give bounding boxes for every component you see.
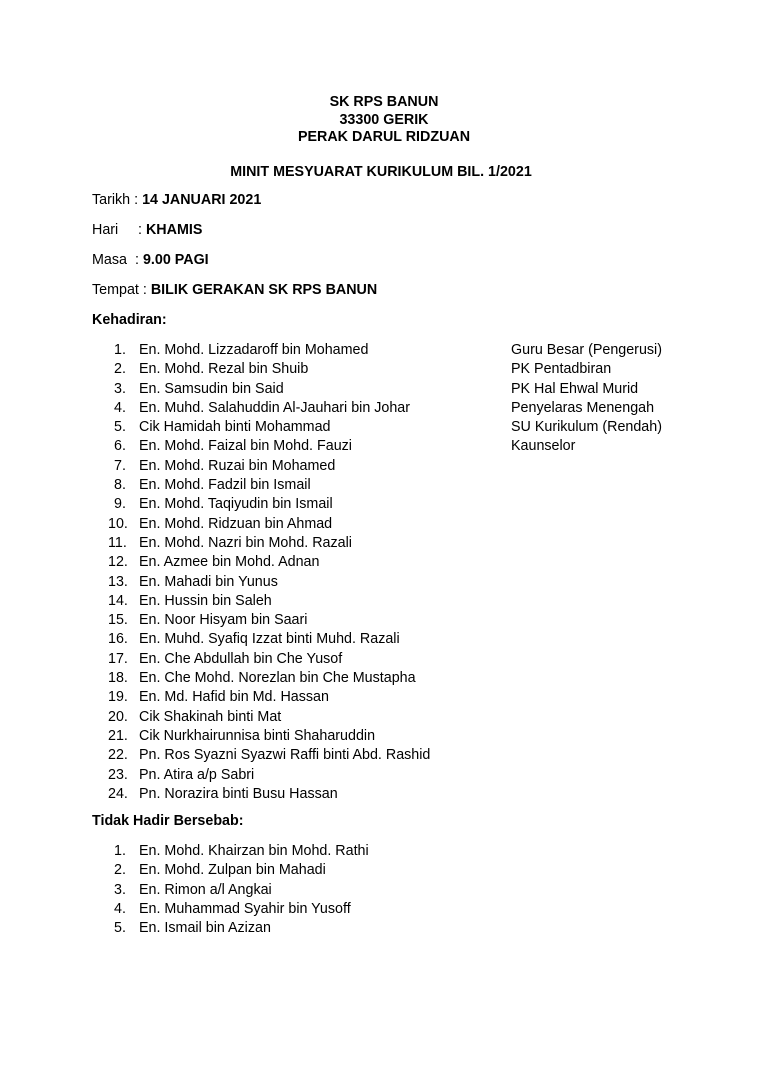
- item-number: 6.: [114, 438, 126, 455]
- item-number: 12.: [108, 554, 128, 571]
- list-item: [0, 457, 768, 476]
- item-number: 17.: [108, 650, 128, 667]
- item-number: 3.: [114, 881, 126, 898]
- attendee-name: En. Noor Hisyam bin Saari: [139, 612, 308, 629]
- list-item: [0, 650, 768, 669]
- attendee-name: En. Mohd. Faizal bin Mohd. Fauzi: [139, 438, 352, 455]
- list-item: [0, 630, 768, 649]
- list-item: [0, 437, 768, 456]
- list-item: [0, 919, 768, 938]
- hari-sep: :: [138, 222, 142, 238]
- attendee-role: SU Kurikulum (Rendah): [511, 419, 662, 436]
- item-number: 2.: [114, 361, 126, 378]
- item-number: 11.: [108, 534, 127, 551]
- absent-list: [0, 842, 768, 938]
- item-number: 5.: [114, 419, 126, 436]
- attendee-name: En. Mohd. Fadzil bin Ismail: [139, 477, 311, 494]
- list-item: [0, 399, 768, 418]
- item-number: 22.: [108, 747, 128, 764]
- item-number: 20.: [108, 708, 128, 725]
- attendee-name: En. Mohd. Nazri bin Mohd. Razali: [139, 534, 352, 551]
- tempat-label: Tempat :: [92, 282, 147, 298]
- item-number: 23.: [108, 766, 128, 783]
- item-number: 5.: [114, 920, 126, 937]
- masa-sep: :: [135, 252, 139, 268]
- list-item: [0, 766, 768, 785]
- attendee-name: En. Mohd. Ridzuan bin Ahmad: [139, 515, 333, 532]
- list-item: [0, 785, 768, 804]
- attendee-name: En. Azmee bin Mohd. Adnan: [139, 554, 320, 571]
- school-name: SK RPS BANUN: [329, 94, 439, 110]
- state-name: PERAK DARUL RIDZUAN: [297, 129, 471, 145]
- masa-value: 9.00 PAGI: [142, 252, 209, 268]
- list-item: [0, 746, 768, 765]
- tempat-value: BILIK GERAKAN SK RPS BANUN: [150, 282, 378, 298]
- tarikh-value: 14 JANUARI 2021: [142, 192, 262, 208]
- list-item: [0, 495, 768, 514]
- list-item: [0, 592, 768, 611]
- attendee-name: En. Mohd. Rezal bin Shuib: [139, 361, 309, 378]
- tidak-hadir-heading: Tidak Hadir Bersebab:: [92, 813, 244, 829]
- absentee-name: En. Ismail bin Azizan: [139, 920, 271, 937]
- item-number: 14.: [108, 592, 128, 609]
- absentee-name: En. Mohd. Khairzan bin Mohd. Rathi: [139, 843, 369, 859]
- meta-tempat: [92, 282, 377, 298]
- attendee-role: Guru Besar (Pengerusi): [511, 342, 662, 358]
- list-item: [0, 708, 768, 727]
- meta-masa: [92, 252, 209, 268]
- list-item: [0, 573, 768, 592]
- attendee-name: Cik Nurkhairunnisa binti Shaharuddin: [139, 727, 376, 744]
- list-item: [0, 553, 768, 572]
- attendee-name: En. Samsudin bin Said: [139, 380, 284, 397]
- item-number: 24.: [108, 785, 128, 802]
- attendance-list: [0, 341, 768, 804]
- attendee-name: En. Md. Hafid bin Md. Hassan: [139, 689, 329, 706]
- hari-label: Hari: [92, 222, 119, 238]
- attendee-name: En. Mohd. Lizzadaroff bin Mohamed: [139, 342, 369, 358]
- document-title: MINIT MESYUARAT KURIKULUM BIL. 1/2021: [230, 164, 532, 180]
- list-item: [0, 881, 768, 900]
- meta-hari: [92, 222, 202, 238]
- attendee-name: Pn. Ros Syazni Syazwi Raffi binti Abd. Rashid: [139, 747, 431, 764]
- attendee-name: En. Mohd. Ruzai bin Mohamed: [139, 457, 336, 474]
- list-item: [0, 842, 768, 861]
- list-item: [0, 380, 768, 399]
- attendee-name: Cik Hamidah binti Mohammad: [139, 419, 331, 436]
- item-number: 1.: [114, 843, 126, 859]
- attendee-name: En. Mahadi bin Yunus: [139, 573, 278, 590]
- attendee-role: Kaunselor: [511, 438, 576, 455]
- item-number: 8.: [114, 477, 126, 494]
- hari-value: KHAMIS: [145, 222, 203, 238]
- attendee-name: Cik Shakinah binti Mat: [139, 708, 282, 725]
- list-item: [0, 727, 768, 746]
- item-number: 9.: [114, 496, 126, 513]
- absentee-name: En. Rimon a/l Angkai: [139, 881, 272, 898]
- attendee-role: PK Pentadbiran: [511, 361, 612, 378]
- attendee-name: En. Muhd. Syafiq Izzat binti Muhd. Razali: [139, 631, 400, 648]
- item-number: 10.: [108, 515, 128, 532]
- list-item: [0, 861, 768, 880]
- list-item: [0, 476, 768, 495]
- item-number: 16.: [108, 631, 128, 648]
- attendee-name: En. Che Abdullah bin Che Yusof: [139, 650, 343, 667]
- list-item: [0, 900, 768, 919]
- masa-label: Masa: [92, 252, 127, 268]
- list-item: [0, 669, 768, 688]
- meta-tarikh: [92, 192, 261, 208]
- postcode-city: 33300 GERIK: [339, 111, 429, 128]
- item-number: 3.: [114, 380, 126, 397]
- tarikh-label: Tarikh :: [92, 192, 139, 208]
- list-item: [0, 611, 768, 630]
- list-item: [0, 688, 768, 707]
- item-number: 21.: [108, 727, 128, 744]
- absentee-name: En. Mohd. Zulpan bin Mahadi: [139, 862, 326, 879]
- attendee-name: En. Hussin bin Saleh: [139, 592, 272, 609]
- item-number: 7.: [114, 457, 126, 474]
- attendee-name: Pn. Atira a/p Sabri: [139, 766, 255, 783]
- list-item: [0, 418, 768, 437]
- list-item: [0, 341, 768, 360]
- item-number: 1.: [114, 342, 126, 358]
- attendee-name: Pn. Norazira binti Busu Hassan: [139, 785, 338, 802]
- letterhead: [0, 94, 768, 147]
- item-number: 4.: [114, 399, 126, 416]
- item-number: 19.: [108, 689, 128, 706]
- list-item: [0, 534, 768, 553]
- list-item: [0, 360, 768, 379]
- list-item: [0, 515, 768, 534]
- item-number: 4.: [114, 900, 126, 917]
- attendee-role: Penyelaras Menengah: [511, 399, 655, 416]
- item-number: 2.: [114, 862, 126, 879]
- attendee-name: En. Muhd. Salahuddin Al-Jauhari bin Johar: [139, 399, 411, 416]
- attendee-name: En. Mohd. Taqiyudin bin Ismail: [139, 496, 333, 513]
- item-number: 18.: [108, 670, 128, 687]
- attendee-role: PK Hal Ehwal Murid: [511, 380, 639, 397]
- kehadiran-heading: Kehadiran:: [92, 312, 167, 328]
- item-number: 13.: [108, 573, 128, 590]
- item-number: 15.: [108, 612, 128, 629]
- absentee-name: En. Muhammad Syahir bin Yusoff: [139, 900, 351, 917]
- attendee-name: En. Che Mohd. Norezlan bin Che Mustapha: [139, 670, 416, 687]
